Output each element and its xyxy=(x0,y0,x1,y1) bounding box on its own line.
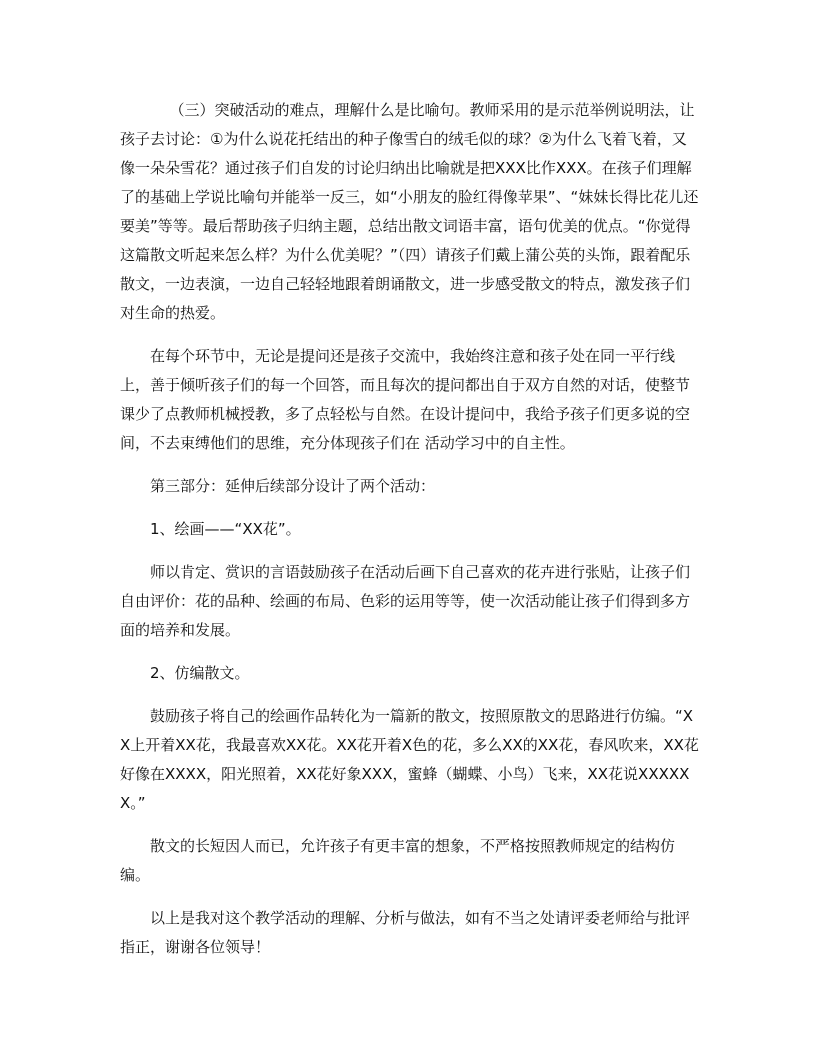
paragraph-difficulty-breakthrough: （三）突破活动的难点，理解什么是比喻句。教师采用的是示范举例说明法，让孩子去讨论：①为什么说花托结出的种子像雪白的绒毛似的球？②为什么飞着飞着，又像一朵朵雪花？通过孩子们自发的讨论归纳出比喻就是把XXX比作XXX。在孩子们理解了的基础上学说比喻句并能举一反三，如“小朋友的脸红得像苹果”、“妹妹长得比花儿还要美”等等。最后帮助孩子归纳主题，总结出散文词语丰富，语句优美的优点。“你觉得这篇散文听起来怎么样？为什么优美呢？”（四）请孩子们戴上蒲公英的头饰，跟着配乐散文，一边表演，一边自己轻轻地跟着朗诵散文，进一步感受散文的特点，激发孩子们对生命的热爱。 xyxy=(120,101,699,322)
paragraph-part-three-heading: 第三部分：延伸后续部分设计了两个活动： xyxy=(150,477,436,495)
paragraph-interaction-reflection: 在每个环节中，无论是提问还是孩子交流中，我始终注意和孩子处在同一平行线上，善于倾听孩子们的每一个回答，而且每次的提问都出自于双方自然的对话，使整节课少了点教师机械授教，多了点轻松与自然。在设计提问中，我给予孩子们更多说的空间，不去束缚他们的思维，充分体现孩子们在 活动学习中的自主性。 xyxy=(120,347,691,452)
paragraph-activity-drawing-description: 师以肯定、赏识的言语鼓励孩子在活动后画下自己喜欢的花卉进行张贴，让孩子们自由评价：花的品种、绘画的布局、色彩的运用等等，使一次活动能让孩子们得到多方面的培养和发展。 xyxy=(120,563,691,639)
paragraph-activity-prose-title: 2、仿编散文。 xyxy=(150,664,250,682)
paragraph-gap xyxy=(120,328,700,342)
paragraph-gap xyxy=(120,688,700,702)
paragraph-gap xyxy=(120,818,700,832)
paragraph-gap xyxy=(120,501,700,515)
paragraph-gap xyxy=(120,458,700,472)
paragraph-activity-drawing-title: 1、绘画——“XX花”。 xyxy=(150,520,301,538)
paragraph-activity-prose-description: 鼓励孩子将自己的绘画作品转化为一篇新的散文，按照原散文的思路进行仿编。“XX上开着XX花，我最喜欢XX花。XX花开着X色的花，多么XX的XX花，春风吹来，XX花好像在XXXX，阳光照着，XX花好象XXX，蜜蜂（蝴蝶、小鸟）飞来，XX花说XXXXXX。” xyxy=(120,707,699,812)
paragraph-gap xyxy=(120,544,700,558)
paragraph-gap xyxy=(120,645,700,659)
document-body xyxy=(120,96,700,962)
paragraph-length-note: 散文的长短因人而已，允许孩子有更丰富的想象，不严格按照教师规定的结构仿编。 xyxy=(120,837,676,884)
paragraph-closing: 以上是我对这个教学活动的理解、分析与做法，如有不当之处请评委老师给与批评指正，谢谢各位领导！ xyxy=(120,909,691,956)
paragraph-gap xyxy=(120,890,700,904)
